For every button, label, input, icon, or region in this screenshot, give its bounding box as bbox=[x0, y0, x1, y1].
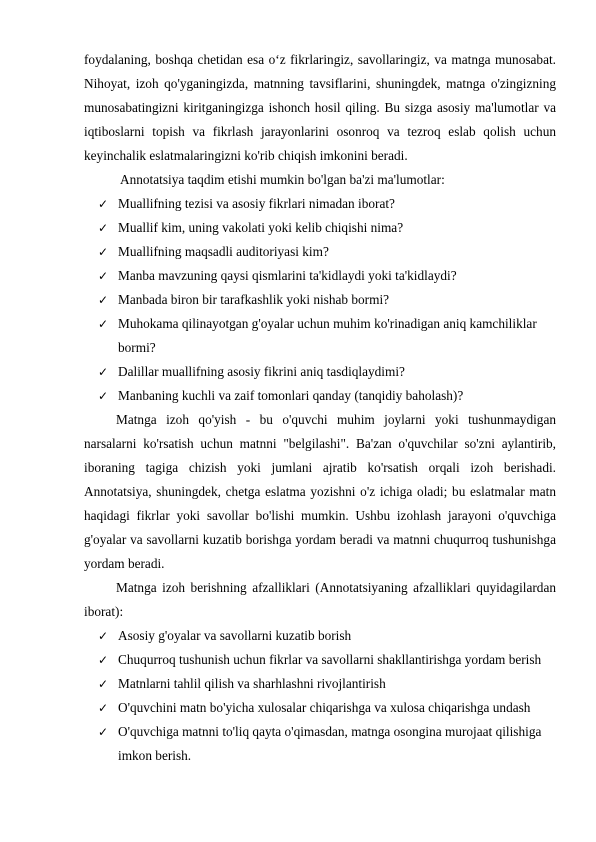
list-item bbox=[84, 384, 556, 408]
list-item bbox=[84, 672, 556, 696]
list-item bbox=[84, 360, 556, 384]
document-body bbox=[84, 48, 556, 768]
annotation-info-list bbox=[84, 192, 556, 408]
checkmark-icon: ✓ bbox=[98, 389, 109, 403]
list-item-text: Manbaning kuchli va zaif tomonlari qanday (tanqidiy baholash)? bbox=[118, 388, 464, 403]
checkmark-icon: ✓ bbox=[98, 317, 109, 331]
list-item bbox=[84, 240, 556, 264]
list-item-text: Muhokama qilinayotgan g'oyalar uchun muhim ko'rinadigan aniq kamchiliklar bormi? bbox=[118, 316, 537, 355]
checkmark-icon: ✓ bbox=[98, 677, 109, 691]
list-item-text: Chuqurroq tushunish uchun fikrlar va savollarni shakllantirishga yordam berish bbox=[118, 652, 542, 667]
checkmark-icon: ✓ bbox=[98, 629, 109, 643]
checkmark-icon: ✓ bbox=[98, 269, 109, 283]
list-item-text: Muallif kim, uning vakolati yoki kelib chiqishi nima? bbox=[118, 220, 404, 235]
paragraph-annotation-definition: Matnga izoh qo'yish - bu o'quvchi muhim joylarni yoki tushunmaydigan narsalarni ko'rsatish uchun matnni "belgilashi". Ba'zan o'quvchilar so'zni aylantirib, iboraning tagiga chizish yoki jumlani ajratib ko'rsatish orqali izoh berishadi. Annotatsiya, shuningdek, chetga eslatma yozishni o'z ichiga oladi; bu eslatmalar matn haqidagi fikrlar yoki savollar bo'lishi mumkin. Ushbu izohlash jarayoni o'quvchiga g'oyalar va savollarni kuzatib borishga yordam beradi va matnni chuqurroq tushunishga yordam beradi. bbox=[84, 412, 556, 571]
checkmark-icon: ✓ bbox=[98, 245, 109, 259]
list-item bbox=[84, 216, 556, 240]
checkmark-icon: ✓ bbox=[98, 221, 109, 235]
list-intro-annotation-info: Annotatsiya taqdim etishi mumkin bo'lgan ba'zi ma'lumotlar: bbox=[120, 172, 445, 187]
list-item bbox=[84, 648, 556, 672]
checkmark-icon: ✓ bbox=[98, 293, 109, 307]
list-item bbox=[84, 720, 556, 768]
paragraph-benefits-intro: Matnga izoh berishning afzalliklari (Annotatsiyaning afzalliklari quyidagilardan iborat): bbox=[84, 580, 556, 619]
checkmark-icon: ✓ bbox=[98, 365, 109, 379]
list-item-text: Manba mavzuning qaysi qismlarini ta'kidlaydi yoki ta'kidlaydi? bbox=[118, 268, 457, 283]
list-item-text: O'quvchiga matnni to'liq qayta o'qimasdan, matnga osongina murojaat qilishiga imkon berish. bbox=[118, 724, 542, 763]
checkmark-icon: ✓ bbox=[98, 653, 109, 667]
annotation-benefits-list bbox=[84, 624, 556, 768]
list-item-text: Asosiy g'oyalar va savollarni kuzatib borish bbox=[118, 628, 352, 643]
list-item bbox=[84, 624, 556, 648]
list-item-text: Dalillar muallifning asosiy fikrini aniq tasdiqlaydimi? bbox=[118, 364, 405, 379]
list-item-text: Muallifning tezisi va asosiy fikrlari nimadan iborat? bbox=[118, 196, 395, 211]
list-item-text: Manbada biron bir tarafkashlik yoki nishab bormi? bbox=[118, 292, 390, 307]
list-item-text: Matnlarni tahlil qilish va sharhlashni rivojlantirish bbox=[118, 676, 386, 691]
list-item bbox=[84, 312, 556, 360]
list-item bbox=[84, 264, 556, 288]
checkmark-icon: ✓ bbox=[98, 701, 109, 715]
list-item-text: O'quvchini matn bo'yicha xulosalar chiqarishga va xulosa chiqarishga undash bbox=[118, 700, 531, 715]
checkmark-icon: ✓ bbox=[98, 725, 109, 739]
checkmark-icon: ✓ bbox=[98, 197, 109, 211]
list-item bbox=[84, 192, 556, 216]
list-item bbox=[84, 696, 556, 720]
list-item bbox=[84, 288, 556, 312]
list-item-text: Muallifning maqsadli auditoriyasi kim? bbox=[118, 244, 329, 259]
paragraph-continuation: foydalaning, boshqa chetidan esa o‘z fikrlaringiz, savollaringiz, va matnga munosabat. Nihoyat, izoh qo'yganingizda, matnning tavsiflarini, shuningdek, matnga o'zingizning munosabatingizni kiritganingizga ishonch hosil qiling. Bu sizga asosiy ma'lumotlar va iqtiboslarni topish va fikrlash jarayonlarini osonroq va tezroq eslab qolish uchun keyinchalik eslatmalaringizni ko'rib chiqish imkonini beradi. bbox=[84, 52, 556, 163]
